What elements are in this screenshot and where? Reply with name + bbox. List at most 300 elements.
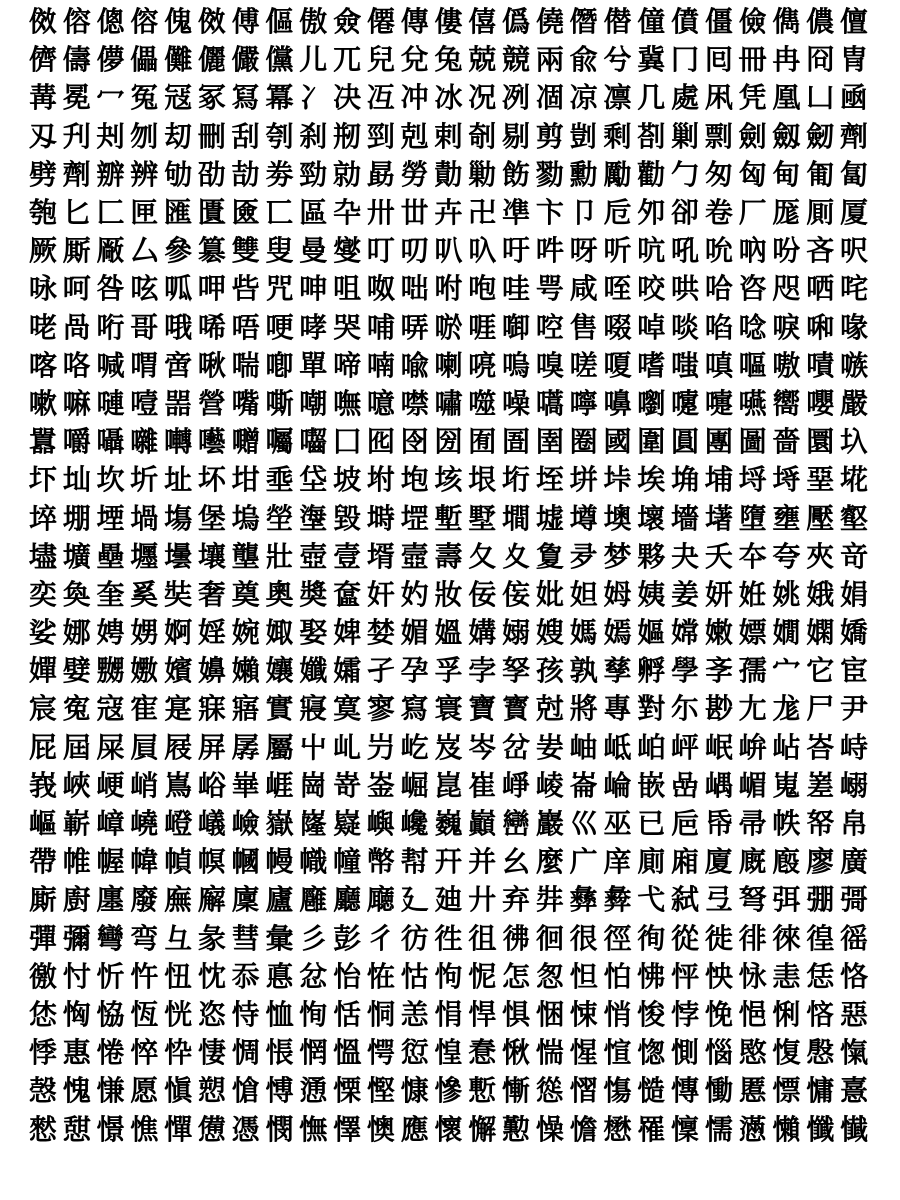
character-glyph: 懍: [671, 1112, 700, 1146]
character-glyph: 嚶: [806, 386, 835, 420]
character-glyph: 嶮: [231, 807, 260, 841]
character-glyph: 徠: [772, 921, 801, 955]
character-glyph: 悳: [265, 959, 294, 993]
character-glyph: 埆: [671, 463, 700, 497]
character-glyph: 孰: [569, 654, 598, 688]
character-glyph: 埃: [637, 463, 666, 497]
character-glyph: 寐: [197, 692, 226, 726]
character-glyph: 啻: [164, 348, 193, 382]
character-glyph: 幎: [197, 845, 226, 879]
character-glyph: 囮: [366, 425, 395, 459]
character-glyph: 寰: [434, 692, 463, 726]
character-glyph: 壓: [806, 501, 835, 535]
character-glyph: 冀: [637, 43, 666, 77]
character-glyph: 埣: [28, 501, 57, 535]
character-glyph: 墸: [704, 501, 733, 535]
character-row: [26, 499, 874, 537]
character-glyph: 卉: [434, 196, 463, 230]
character-glyph: 悵: [265, 1036, 294, 1070]
character-glyph: 岑: [468, 730, 497, 764]
character-glyph: 嗚: [502, 348, 531, 382]
character-glyph: 懋: [603, 1112, 632, 1146]
character-glyph: 悚: [569, 997, 598, 1031]
character-glyph: 嗄: [603, 348, 632, 382]
character-glyph: 兩: [535, 43, 564, 77]
character-glyph: 彙: [265, 921, 294, 955]
character-glyph: 愡: [637, 1036, 666, 1070]
character-glyph: 娵: [265, 616, 294, 650]
character-glyph: 幀: [164, 845, 193, 879]
character-row: [26, 461, 874, 499]
character-glyph: 埓: [772, 463, 801, 497]
character-glyph: 奸: [366, 577, 395, 611]
character-glyph: 巒: [502, 807, 531, 841]
character-glyph: 幗: [231, 845, 260, 879]
character-glyph: 僣: [603, 5, 632, 39]
character-glyph: 匸: [265, 196, 294, 230]
character-glyph: 卅: [366, 196, 395, 230]
character-glyph: 廂: [671, 845, 700, 879]
character-glyph: 惱: [704, 1036, 733, 1070]
character-glyph: 啌: [535, 310, 564, 344]
character-glyph: 崋: [231, 768, 260, 802]
character-glyph: 寉: [130, 692, 159, 726]
character-glyph: 從: [671, 921, 700, 955]
character-row: [26, 729, 874, 767]
character-glyph: 僖: [468, 5, 497, 39]
character-glyph: 堙: [96, 501, 125, 535]
character-glyph: 凛: [603, 81, 632, 115]
character-glyph: 幔: [265, 845, 294, 879]
character-glyph: 孛: [468, 654, 497, 688]
character-glyph: 卻: [671, 196, 700, 230]
character-glyph: 慳: [366, 1074, 395, 1108]
character-glyph: 嗇: [772, 425, 801, 459]
character-glyph: 懆: [535, 1112, 564, 1146]
character-glyph: 弉: [535, 883, 564, 917]
character-glyph: 冉: [772, 43, 801, 77]
character-glyph: 峩: [28, 768, 57, 802]
character-glyph: 堊: [806, 463, 835, 497]
character-glyph: 媼: [434, 616, 463, 650]
character-glyph: 妍: [704, 577, 733, 611]
character-glyph: 嘸: [333, 386, 362, 420]
character-glyph: 嫩: [704, 616, 733, 650]
character-glyph: 寢: [299, 692, 328, 726]
character-glyph: 塢: [231, 501, 260, 535]
character-row: [26, 385, 874, 423]
character-glyph: 吩: [772, 234, 801, 268]
character-row: [26, 805, 874, 843]
character-glyph: 埀: [265, 463, 294, 497]
character-glyph: 卮: [603, 196, 632, 230]
character-glyph: 囹: [400, 425, 429, 459]
character-row: [26, 118, 874, 156]
character-glyph: 冕: [62, 81, 91, 115]
character-glyph: 吶: [738, 234, 767, 268]
character-glyph: 孱: [231, 730, 260, 764]
character-glyph: 嫦: [671, 616, 700, 650]
character-glyph: 帋: [704, 807, 733, 841]
character-glyph: 忰: [164, 1036, 193, 1070]
character-row: [26, 1034, 874, 1072]
character-glyph: 兔: [434, 43, 463, 77]
character-glyph: 弸: [806, 883, 835, 917]
character-glyph: 彖: [197, 921, 226, 955]
character-glyph: 傚: [28, 5, 57, 39]
character-glyph: 呰: [231, 272, 260, 306]
character-glyph: 麼: [535, 845, 564, 879]
character-glyph: 恍: [164, 997, 193, 1031]
character-glyph: 廴: [400, 883, 429, 917]
character-glyph: 弯: [130, 921, 159, 955]
character-glyph: 坡: [333, 463, 362, 497]
character-glyph: 弃: [502, 883, 531, 917]
character-glyph: 徙: [704, 921, 733, 955]
character-glyph: 儁: [772, 5, 801, 39]
character-glyph: 寶: [468, 692, 497, 726]
character-glyph: 囃: [130, 425, 159, 459]
character-glyph: 愧: [62, 1074, 91, 1108]
character-glyph: 垠: [468, 463, 497, 497]
character-glyph: 嶢: [130, 807, 159, 841]
character-glyph: 凖: [502, 196, 531, 230]
character-glyph: 雙: [231, 234, 260, 268]
character-glyph: 懌: [333, 1112, 362, 1146]
character-glyph: 傅: [231, 5, 260, 39]
character-glyph: 帷: [62, 845, 91, 879]
character-glyph: 嵬: [772, 768, 801, 802]
character-glyph: 飭: [502, 157, 531, 191]
character-glyph: 刧: [164, 119, 193, 153]
character-glyph: 兮: [603, 43, 632, 77]
character-glyph: 屁: [28, 730, 57, 764]
character-glyph: 夾: [806, 539, 835, 573]
character-glyph: 佞: [468, 577, 497, 611]
character-glyph: 辨: [130, 157, 159, 191]
character-glyph: 屎: [96, 730, 125, 764]
character-glyph: 嗔: [704, 348, 733, 382]
character-glyph: 很: [569, 921, 598, 955]
character-glyph: 應: [400, 1112, 429, 1146]
character-glyph: 匐: [840, 157, 869, 191]
character-glyph: 嵒: [671, 768, 700, 802]
character-glyph: 咢: [535, 272, 564, 306]
character-glyph: 塰: [299, 501, 328, 535]
character-glyph: 孚: [434, 654, 463, 688]
character-glyph: 凉: [569, 81, 598, 115]
character-glyph: 勞: [400, 157, 429, 191]
character-glyph: 圷: [28, 463, 57, 497]
character-glyph: 哦: [164, 310, 193, 344]
character-glyph: 悍: [468, 997, 497, 1031]
character-glyph: 寥: [366, 692, 395, 726]
character-glyph: 慟: [704, 1074, 733, 1108]
character-glyph: 媽: [569, 616, 598, 650]
character-glyph: 帑: [806, 807, 835, 841]
character-glyph: 峪: [197, 768, 226, 802]
character-glyph: 咎: [96, 272, 125, 306]
character-row: [26, 270, 874, 308]
character-glyph: 冑: [840, 43, 869, 77]
character-row: [26, 843, 874, 881]
character-glyph: 廣: [840, 845, 869, 879]
character-glyph: 孩: [535, 654, 564, 688]
character-glyph: 妲: [569, 577, 598, 611]
character-glyph: 怩: [468, 959, 497, 993]
character-glyph: 悃: [535, 997, 564, 1031]
character-glyph: 嶬: [197, 807, 226, 841]
character-glyph: 懺: [806, 1112, 835, 1146]
character-glyph: 姨: [637, 577, 666, 611]
character-glyph: 嵋: [738, 768, 767, 802]
character-glyph: 巉: [400, 807, 429, 841]
character-glyph: 妁: [400, 577, 429, 611]
character-glyph: 吭: [637, 234, 666, 268]
character-glyph: 怱: [535, 959, 564, 993]
character-glyph: 怕: [603, 959, 632, 993]
character-glyph: 惧: [502, 997, 531, 1031]
character-glyph: 恚: [772, 959, 801, 993]
character-row: [26, 79, 874, 117]
character-glyph: 况: [468, 81, 497, 115]
character-glyph: 慷: [400, 1074, 429, 1108]
character-glyph: 厂: [738, 196, 767, 230]
character-glyph: 媾: [468, 616, 497, 650]
character-glyph: 勍: [333, 157, 362, 191]
character-glyph: 墺: [603, 501, 632, 535]
character-glyph: 憖: [28, 1112, 57, 1146]
character-glyph: 喊: [96, 348, 125, 382]
character-row: [26, 347, 874, 385]
character-glyph: 嬖: [62, 654, 91, 688]
character-glyph: 崕: [265, 768, 294, 802]
character-glyph: 宦: [840, 654, 869, 688]
character-glyph: 娜: [62, 616, 91, 650]
character-glyph: 厮: [62, 234, 91, 268]
character-glyph: 實: [265, 692, 294, 726]
character-glyph: 屶: [366, 730, 395, 764]
character-glyph: 劑: [840, 119, 869, 153]
character-glyph: 噫: [366, 386, 395, 420]
character-glyph: 喀: [28, 348, 57, 382]
character-glyph: 嘖: [806, 348, 835, 382]
character-glyph: 彭: [333, 921, 362, 955]
character-glyph: 决: [333, 81, 362, 115]
character-glyph: 孕: [400, 654, 429, 688]
character-glyph: 崟: [366, 768, 395, 802]
character-glyph: 憔: [130, 1112, 159, 1146]
character-glyph: 囎: [231, 425, 260, 459]
character-glyph: 傛: [62, 5, 91, 39]
character-glyph: 寃: [62, 692, 91, 726]
character-glyph: 壤: [197, 539, 226, 573]
character-glyph: 吁: [502, 234, 531, 268]
character-glyph: 冢: [197, 81, 226, 115]
character-glyph: 嵌: [637, 768, 666, 802]
character-glyph: 弑: [671, 883, 700, 917]
character-glyph: 卩: [569, 196, 598, 230]
character-glyph: 嬋: [28, 654, 57, 688]
character-glyph: 愃: [603, 1036, 632, 1070]
character-glyph: 悴: [130, 1036, 159, 1070]
character-glyph: 囘: [704, 43, 733, 77]
character-glyph: 墫: [569, 501, 598, 535]
character-glyph: 囈: [197, 425, 226, 459]
character-glyph: 岫: [569, 730, 598, 764]
character-glyph: 堝: [130, 501, 159, 535]
character-glyph: 崚: [535, 768, 564, 802]
character-glyph: 愴: [231, 1074, 260, 1108]
character-glyph: 勹: [671, 157, 700, 191]
character-glyph: 唔: [231, 310, 260, 344]
character-glyph: 悖: [671, 997, 700, 1031]
character-glyph: 廈: [704, 845, 733, 879]
character-glyph: 壟: [231, 539, 260, 573]
character-glyph: 傀: [164, 5, 193, 39]
character-glyph: 圸: [62, 463, 91, 497]
character-glyph: 競: [502, 43, 531, 77]
character-glyph: 嶂: [96, 807, 125, 841]
character-glyph: 垤: [535, 463, 564, 497]
character-glyph: 屹: [400, 730, 429, 764]
character-glyph: 崑: [434, 768, 463, 802]
character-glyph: 慯: [603, 1074, 632, 1108]
character-glyph: 刹: [299, 119, 328, 153]
character-glyph: 幃: [130, 845, 159, 879]
character-glyph: 勦: [468, 157, 497, 191]
character-glyph: 哄: [671, 272, 700, 306]
character-glyph: 嶇: [28, 807, 57, 841]
character-glyph: 廁: [637, 845, 666, 879]
character-glyph: 叭: [434, 234, 463, 268]
character-glyph: 悛: [637, 997, 666, 1031]
character-glyph: 儻: [265, 43, 294, 77]
character-glyph: 懣: [738, 1112, 767, 1146]
character-glyph: 廾: [468, 883, 497, 917]
character-glyph: 慚: [502, 1074, 531, 1108]
character-glyph: 彳: [366, 921, 395, 955]
character-glyph: 圄: [502, 425, 531, 459]
character-glyph: 嵎: [704, 768, 733, 802]
character-glyph: 凭: [738, 81, 767, 115]
character-glyph: 匣: [130, 196, 159, 230]
character-glyph: 恣: [197, 997, 226, 1031]
character-glyph: 坎: [96, 463, 125, 497]
character-glyph: 嗅: [535, 348, 564, 382]
character-row: [26, 3, 874, 41]
character-glyph: 嘲: [299, 386, 328, 420]
character-glyph: 愍: [738, 1036, 767, 1070]
character-glyph: 傲: [299, 5, 328, 39]
character-glyph: 彡: [299, 921, 328, 955]
character-glyph: 娟: [840, 577, 869, 611]
character-glyph: 劈: [28, 157, 57, 191]
character-glyph: 忝: [231, 959, 260, 993]
character-glyph: 嫋: [502, 616, 531, 650]
character-glyph: 垈: [299, 463, 328, 497]
character-glyph: 恤: [265, 997, 294, 1031]
character-glyph: 埖: [840, 463, 869, 497]
character-glyph: 簒: [197, 234, 226, 268]
character-glyph: 唸: [738, 310, 767, 344]
character-glyph: 尓: [671, 692, 700, 726]
character-glyph: 姚: [772, 577, 801, 611]
character-glyph: 彎: [96, 921, 125, 955]
character-glyph: 壯: [265, 539, 294, 573]
character-glyph: 懈: [468, 1112, 497, 1146]
character-glyph: 崙: [569, 768, 598, 802]
character-glyph: 悽: [197, 1036, 226, 1070]
character-glyph: 屓: [130, 730, 159, 764]
character-glyph: 岻: [603, 730, 632, 764]
character-glyph: 哽: [265, 310, 294, 344]
character-glyph: 噬: [468, 386, 497, 420]
character-glyph: 懦: [704, 1112, 733, 1146]
character-glyph: 慇: [806, 1036, 835, 1070]
character-glyph: 岼: [671, 730, 700, 764]
character-glyph: 怎: [502, 959, 531, 993]
character-glyph: 墟: [535, 501, 564, 535]
character-glyph: 垰: [603, 463, 632, 497]
character-glyph: 惺: [569, 1036, 598, 1070]
character-row: [26, 920, 874, 958]
character-glyph: 彝: [569, 883, 598, 917]
character-glyph: 徭: [840, 921, 869, 955]
character-glyph: 慘: [434, 1074, 463, 1108]
character-glyph: 堡: [197, 501, 226, 535]
character-glyph: 怏: [704, 959, 733, 993]
character-glyph: 夭: [704, 539, 733, 573]
character-row: [26, 614, 874, 652]
character-glyph: 孅: [299, 654, 328, 688]
character-glyph: 婢: [333, 616, 362, 650]
character-glyph: 呵: [62, 272, 91, 306]
character-glyph: 憚: [164, 1112, 193, 1146]
character-glyph: 匏: [28, 196, 57, 230]
character-glyph: 匕: [62, 196, 91, 230]
character-glyph: 劬: [164, 157, 193, 191]
character-glyph: 廬: [265, 883, 294, 917]
character-glyph: 凅: [535, 81, 564, 115]
character-glyph: 慂: [299, 1074, 328, 1108]
character-glyph: 惶: [434, 1036, 463, 1070]
character-glyph: 宀: [772, 654, 801, 688]
character-glyph: 圜: [806, 425, 835, 459]
character-glyph: 對: [637, 692, 666, 726]
character-glyph: 夲: [738, 539, 767, 573]
character-glyph: 嫐: [130, 654, 159, 688]
character-glyph: 囿: [468, 425, 497, 459]
character-glyph: 壥: [130, 539, 159, 573]
character-glyph: 恬: [333, 997, 362, 1031]
character-glyph: 峽: [62, 768, 91, 802]
character-glyph: 咥: [603, 272, 632, 306]
character-glyph: 嗤: [671, 348, 700, 382]
character-glyph: 慝: [738, 1074, 767, 1108]
character-row: [26, 232, 874, 270]
character-glyph: 壽: [434, 539, 463, 573]
character-glyph: 嬾: [231, 654, 260, 688]
character-glyph: 噎: [130, 386, 159, 420]
character-glyph: 勗: [366, 157, 395, 191]
character-glyph: 悋: [806, 997, 835, 1031]
character-glyph: 奘: [164, 577, 193, 611]
character-glyph: 幺: [502, 845, 531, 879]
character-glyph: 悒: [738, 997, 767, 1031]
character-glyph: 曼: [299, 234, 328, 268]
character-glyph: 巫: [603, 807, 632, 841]
